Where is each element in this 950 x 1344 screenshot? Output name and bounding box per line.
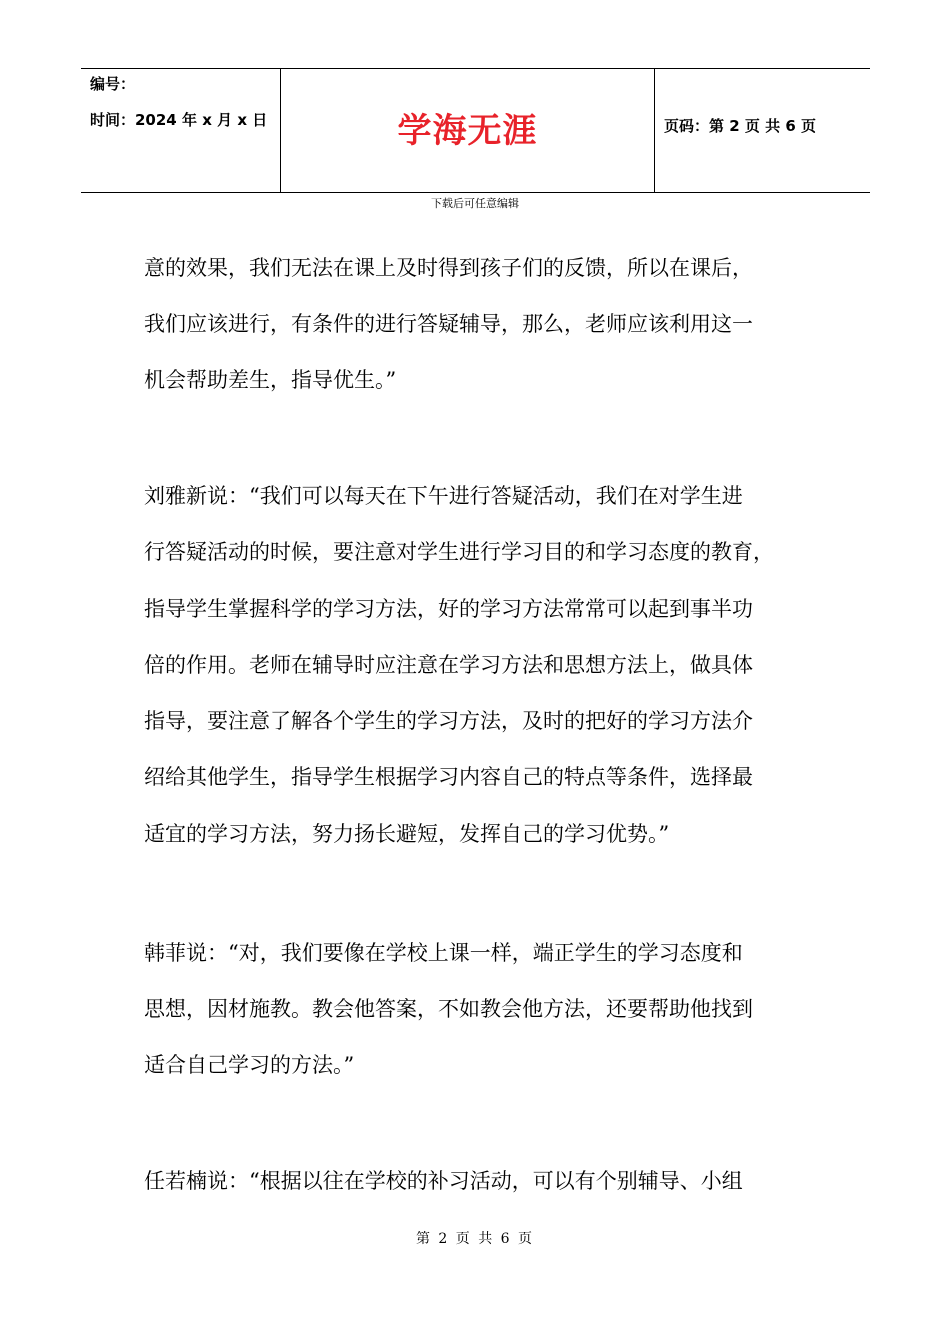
paragraph-line: 行答疑活动的时候，要注意对学生进行学习目的和学习态度的教育， [144,540,774,565]
paragraph-line: 指导，要注意了解各个学生的学习方法，及时的把好的学习方法介 [144,709,753,734]
document-number-label: 编号： [90,75,136,93]
paragraph-line: 思想，因材施教。教会他答案，不如教会他方法，还要帮助他找到 [144,997,753,1021]
paragraph-line: 刘雅新说：“我们可以每天在下午进行答疑活动，我们在对学生进 [144,484,743,508]
brand-title: 学海无涯 [397,111,538,151]
paragraph-line: 倍的作用。老师在辅导时应注意在学习方法和思想方法上，做具体 [144,652,753,677]
paragraph-line: 指导学生掌握科学的学习方法，好的学习方法常常可以起到事半功 [144,596,753,621]
paragraph-line: 任若楠说：“根据以往在学校的补习活动，可以有个别辅导、小组 [144,1169,743,1193]
paragraph-line: 适宜的学习方法，努力扬长避短，发挥自己的学习优势。” [144,821,670,846]
paragraph [144,1153,844,1209]
paragraph-line: 意的效果，我们无法在课上及时得到孩子们的反馈，所以在课后， [144,256,753,280]
paragraph-line: 绍给其他学生，指导学生根据学习内容自己的特点等条件，选择最 [144,765,753,790]
paragraph-line: 我们应该进行，有条件的进行答疑辅导，那么，老师应该利用这一 [144,312,753,336]
paragraph-line: 适合自己学习的方法。” [144,1053,355,1077]
page-footer: 第 2 页 共 6 页 [415,1231,535,1247]
paragraph-line: 机会帮助差生，指导优生。” [144,368,397,392]
document-header [81,68,870,193]
header-divider [654,69,655,192]
page-code-label: 页码：第 2 页 共 6 页 [664,117,816,135]
download-note: 下载后可任意编辑 [431,197,519,210]
paragraph [144,240,844,408]
paragraph [144,468,844,862]
paragraph-line: 韩菲说：“对，我们要像在学校上课一样，端正学生的学习态度和 [144,941,743,965]
paragraph [144,925,844,1093]
document-time-label: 时间：2024 年 x 月 x 日 [90,111,268,129]
